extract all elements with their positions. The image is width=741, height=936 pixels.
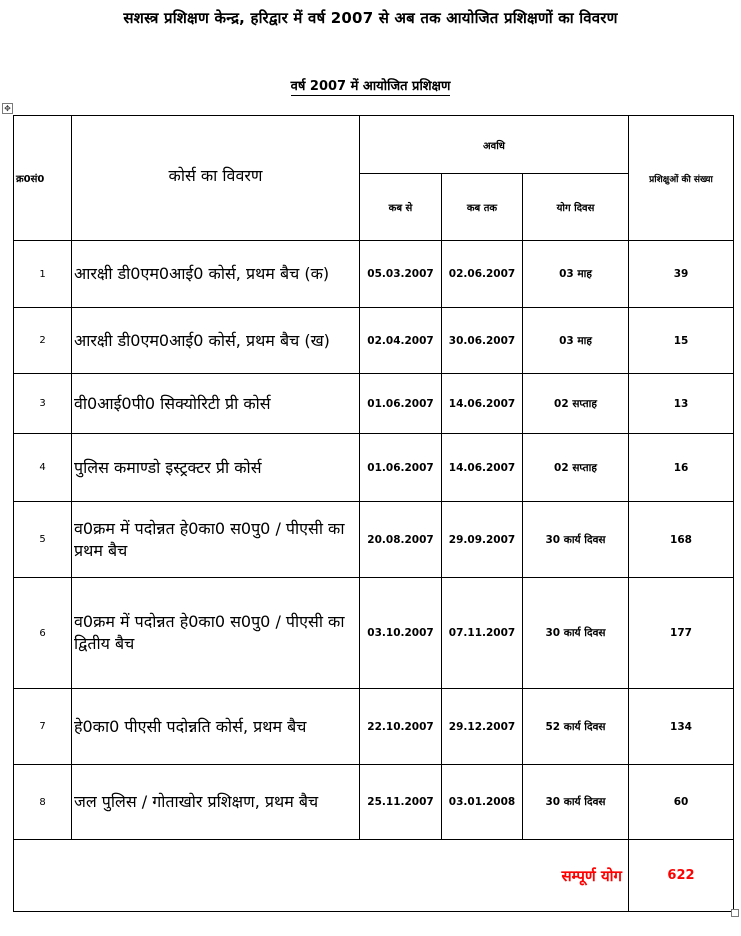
row-count: 168	[629, 502, 734, 578]
row-course: हे0का0 पीएसी पदोन्नति कोर्स, प्रथम बैच	[72, 689, 360, 765]
row-serial: 1	[14, 241, 72, 308]
section-title-text: वर्ष 2007 में आयोजित प्रशिक्षण	[290, 79, 451, 94]
row-from: 20.08.2007	[360, 502, 442, 578]
row-serial: 6	[14, 578, 72, 689]
row-to: 02.06.2007	[442, 241, 523, 308]
header-row	[14, 116, 734, 174]
row-serial: 3	[14, 374, 72, 434]
table-row	[14, 689, 734, 765]
table-row	[14, 765, 734, 840]
row-days: 30 कार्य दिवस	[523, 502, 629, 578]
row-from: 01.06.2007	[360, 374, 442, 434]
page-title: सशस्त्र प्रशिक्षण केन्द्र, हरिद्वार में वर्ष 2007 से अब तक आयोजित प्रशिक्षणों का विवरण	[123, 9, 618, 27]
table-row	[14, 374, 734, 434]
row-days: 02 सप्ताह	[523, 374, 629, 434]
row-serial: 5	[14, 502, 72, 578]
total-label-cell	[14, 840, 629, 912]
row-to: 14.06.2007	[442, 374, 523, 434]
total-label: सम्पूर्ण योग	[561, 866, 622, 885]
total-value: 622	[629, 840, 734, 912]
row-count: 177	[629, 578, 734, 689]
row-course: जल पुलिस / गोताखोर प्रशिक्षण, प्रथम बैच	[72, 765, 360, 840]
row-to: 07.11.2007	[442, 578, 523, 689]
header-to: कब तक	[442, 174, 523, 241]
table-row	[14, 241, 734, 308]
resize-square-icon[interactable]	[731, 909, 739, 917]
row-from: 25.11.2007	[360, 765, 442, 840]
row-count: 13	[629, 374, 734, 434]
row-from: 03.10.2007	[360, 578, 442, 689]
row-course: आरक्षी डी0एम0आई0 कोर्स, प्रथम बैच (ख)	[72, 308, 360, 374]
header-course: कोर्स का विवरण	[72, 116, 360, 241]
row-days: 02 सप्ताह	[523, 434, 629, 502]
row-to: 14.06.2007	[442, 434, 523, 502]
row-from: 22.10.2007	[360, 689, 442, 765]
total-row	[14, 840, 734, 912]
row-count: 16	[629, 434, 734, 502]
row-days: 30 कार्य दिवस	[523, 578, 629, 689]
row-days: 03 माह	[523, 308, 629, 374]
header-serial: क्र0सं0	[14, 116, 72, 241]
section-title	[0, 76, 741, 94]
row-from: 02.04.2007	[360, 308, 442, 374]
training-table	[13, 115, 734, 912]
table-row	[14, 502, 734, 578]
row-course: पुलिस कमाण्डो इस्ट्रक्टर प्री कोर्स	[72, 434, 360, 502]
table-row	[14, 434, 734, 502]
row-course: आरक्षी डी0एम0आई0 कोर्स, प्रथम बैच (क)	[72, 241, 360, 308]
row-serial: 7	[14, 689, 72, 765]
row-course: व0क्रम में पदोन्नत हे0का0 स0पु0 / पीएसी का द्वितीय बैच	[72, 578, 360, 689]
row-serial: 8	[14, 765, 72, 840]
row-count: 134	[629, 689, 734, 765]
row-to: 03.01.2008	[442, 765, 523, 840]
header-duration: अवधि	[360, 116, 629, 174]
row-course: व0क्रम में पदोन्नत हे0का0 स0पु0 / पीएसी का प्रथम बैच	[72, 502, 360, 578]
row-days: 30 कार्य दिवस	[523, 765, 629, 840]
table-row	[14, 578, 734, 689]
row-to: 29.12.2007	[442, 689, 523, 765]
header-days: योग दिवस	[523, 174, 629, 241]
header-from: कब से	[360, 174, 442, 241]
row-from: 01.06.2007	[360, 434, 442, 502]
row-course: वी0आई0पी0 सिक्योरिटी प्री कोर्स	[72, 374, 360, 434]
row-to: 29.09.2007	[442, 502, 523, 578]
row-from: 05.03.2007	[360, 241, 442, 308]
row-count: 39	[629, 241, 734, 308]
move-cross-icon[interactable]: ✥	[2, 103, 13, 114]
table-row	[14, 308, 734, 374]
row-serial: 4	[14, 434, 72, 502]
row-count: 60	[629, 765, 734, 840]
row-days: 52 कार्य दिवस	[523, 689, 629, 765]
row-serial: 2	[14, 308, 72, 374]
row-count: 15	[629, 308, 734, 374]
row-days: 03 माह	[523, 241, 629, 308]
header-trainees: प्रशिक्षुओं की संख्या	[629, 116, 734, 241]
row-to: 30.06.2007	[442, 308, 523, 374]
